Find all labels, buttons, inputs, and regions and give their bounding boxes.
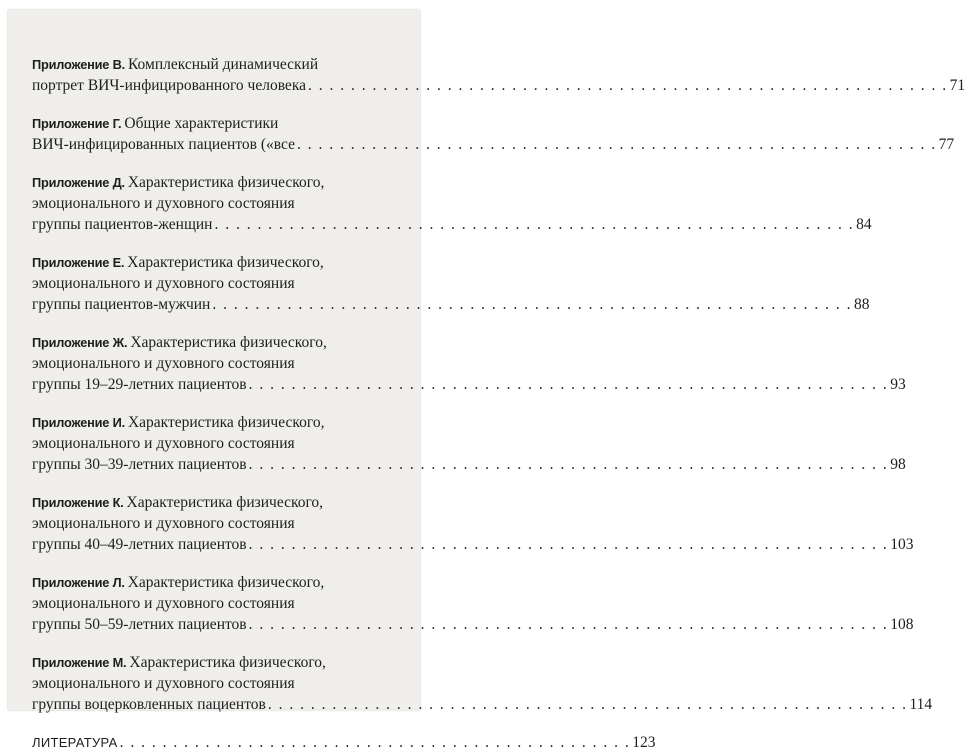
appendix-label: Приложение В. xyxy=(32,57,125,72)
page-number: 108 xyxy=(890,616,914,633)
leader-dots: . . . . . . . . . . . . . . . . . . . . . . . . . . . . . . . . . . . . . . . . . . . . . . . . . . . . . . . . . . . . xyxy=(248,376,889,393)
page-number: 103 xyxy=(890,536,914,553)
entry-title-line: эмоционального и духовного состояния xyxy=(32,515,295,532)
appendix-label: Приложение Д. xyxy=(32,175,125,190)
entry-title-last-line: ВИЧ-инфицированных пациентов («все xyxy=(32,136,295,153)
entry-first-line xyxy=(32,572,406,593)
entry-title-text: Характеристика физического, xyxy=(129,654,326,671)
leader-dots: . . . . . . . . . . . . . . . . . . . . . . . . . . . . . . . . . . . . . . . . . . . . . . . . . . . . . . . . . . . . xyxy=(248,536,889,553)
entry-title-last-line: группы 40–49-летних пациентов xyxy=(32,536,247,553)
entry-first-line xyxy=(32,652,406,673)
entry-first-line xyxy=(32,252,406,273)
toc-entry[interactable] xyxy=(32,492,914,555)
entry-title-last-line: портрет ВИЧ-инфицированного человека xyxy=(32,77,306,94)
page-number: 114 xyxy=(909,696,933,713)
entry-title-line: эмоционального и духовного состояния xyxy=(32,595,295,612)
bibliography-title: ЛИТЕРАТУРА xyxy=(32,735,118,750)
entry-title-text: Общие характеристики xyxy=(124,115,279,132)
page-number: 77 xyxy=(938,136,955,153)
appendix-label: Приложение Г. xyxy=(32,116,122,131)
toc-entry-bibliography[interactable] xyxy=(32,732,656,753)
entry-title-line: эмоционального и духовного состояния xyxy=(32,275,295,292)
page-number: 93 xyxy=(890,376,906,393)
bibliography-page-number: 123 xyxy=(632,734,656,751)
appendix-label: Приложение Л. xyxy=(32,575,125,590)
entry-first-line xyxy=(32,332,406,353)
entry-title-last-line: группы 30–39-летних пациентов xyxy=(32,456,247,473)
toc-entry[interactable] xyxy=(32,54,965,96)
entry-title-text: Характеристика физического, xyxy=(130,334,327,351)
page-number: 98 xyxy=(890,456,906,473)
appendix-label: Приложение М. xyxy=(32,655,127,670)
leader-dots: . . . . . . . . . . . . . . . . . . . . . . . . . . . . . . . . . . . . . . . . . . . . . . . . . . . . . . . . . . . . xyxy=(248,616,889,633)
leader-dots: . . . . . . . . . . . . . . . . . . . . . . . . . . . . . . . . . . . . . . . . . . . . . . . . . . . . . . . . . . . . xyxy=(267,696,908,713)
leader-dots: . . . . . . . . . . . . . . . . . . . . . . . . . . . . . . . . . . . . . . . . . . . . . . . . . . . . . . . . . . . . xyxy=(296,136,937,153)
entry-title-line: эмоционального и духовного состояния xyxy=(32,355,295,372)
entry-title-last-line: группы 19–29-летних пациентов xyxy=(32,376,247,393)
entry-first-line xyxy=(32,172,406,193)
leader-dots: . . . . . . . . . . . . . . . . . . . . . . . . . . . . . . . . . . . . . . . . . . . . . . . . . . . . . . . . . . . . xyxy=(248,456,889,473)
book-page xyxy=(8,10,965,751)
toc-entry[interactable] xyxy=(32,113,955,155)
entry-title-last-line: группы пациентов-мужчин xyxy=(32,296,211,313)
entry-title-line: эмоционального и духовного состояния xyxy=(32,195,295,212)
entry-title-last-line: группы воцерковленных пациентов xyxy=(32,696,266,713)
appendix-label: Приложение Ж. xyxy=(32,335,128,350)
entry-title-text: Характеристика физического, xyxy=(127,254,324,271)
entry-first-line xyxy=(32,492,406,513)
page-number: 84 xyxy=(856,216,872,233)
appendix-label: Приложение И. xyxy=(32,415,125,430)
entry-first-line xyxy=(32,113,406,134)
entry-title-text: Характеристика физического, xyxy=(127,414,325,431)
page-number: 71 xyxy=(949,77,965,94)
entry-title-line: эмоционального и духовного состояния xyxy=(32,435,295,452)
entry-title-text: Характеристика физического, xyxy=(127,174,325,191)
toc-entry[interactable] xyxy=(32,572,914,635)
toc-entry[interactable] xyxy=(32,412,906,475)
leader-dots: . . . . . . . . . . . . . . . . . . . . . . . . . . . . . . . . . . . . . . . . . . . . . . . . . . . . . . . . . . . . xyxy=(214,216,855,233)
entry-title-line: эмоционального и духовного состояния xyxy=(32,675,295,692)
entry-first-line xyxy=(32,54,406,75)
appendix-label: Приложение К. xyxy=(32,495,124,510)
appendix-label: Приложение Е. xyxy=(32,255,125,270)
entry-title-text: Комплексный динамический xyxy=(127,56,319,73)
entry-title-text: Характеристика физического, xyxy=(127,574,325,591)
leader-dots: . . . . . . . . . . . . . . . . . . . . . . . . . . . . . . . . . . . . . . . . . . . . . . . . xyxy=(119,734,631,751)
entry-title-last-line: группы пациентов-женщин xyxy=(32,216,213,233)
table-of-contents xyxy=(32,54,965,753)
leader-dots: . . . . . . . . . . . . . . . . . . . . . . . . . . . . . . . . . . . . . . . . . . . . . . . . . . . . . . . . . . . . xyxy=(308,77,948,94)
toc-entry[interactable] xyxy=(32,652,933,715)
entry-first-line xyxy=(32,412,406,433)
leader-dots: . . . . . . . . . . . . . . . . . . . . . . . . . . . . . . . . . . . . . . . . . . . . . . . . . . . . . . . . . . . . xyxy=(212,296,852,313)
entry-title-text: Характеристика физического, xyxy=(126,494,324,511)
toc-entry[interactable] xyxy=(32,332,906,395)
toc-entry[interactable] xyxy=(32,252,870,315)
entry-title-last-line: группы 50–59-летних пациентов xyxy=(32,616,247,633)
toc-entry[interactable] xyxy=(32,172,872,235)
page-number: 88 xyxy=(853,296,870,313)
